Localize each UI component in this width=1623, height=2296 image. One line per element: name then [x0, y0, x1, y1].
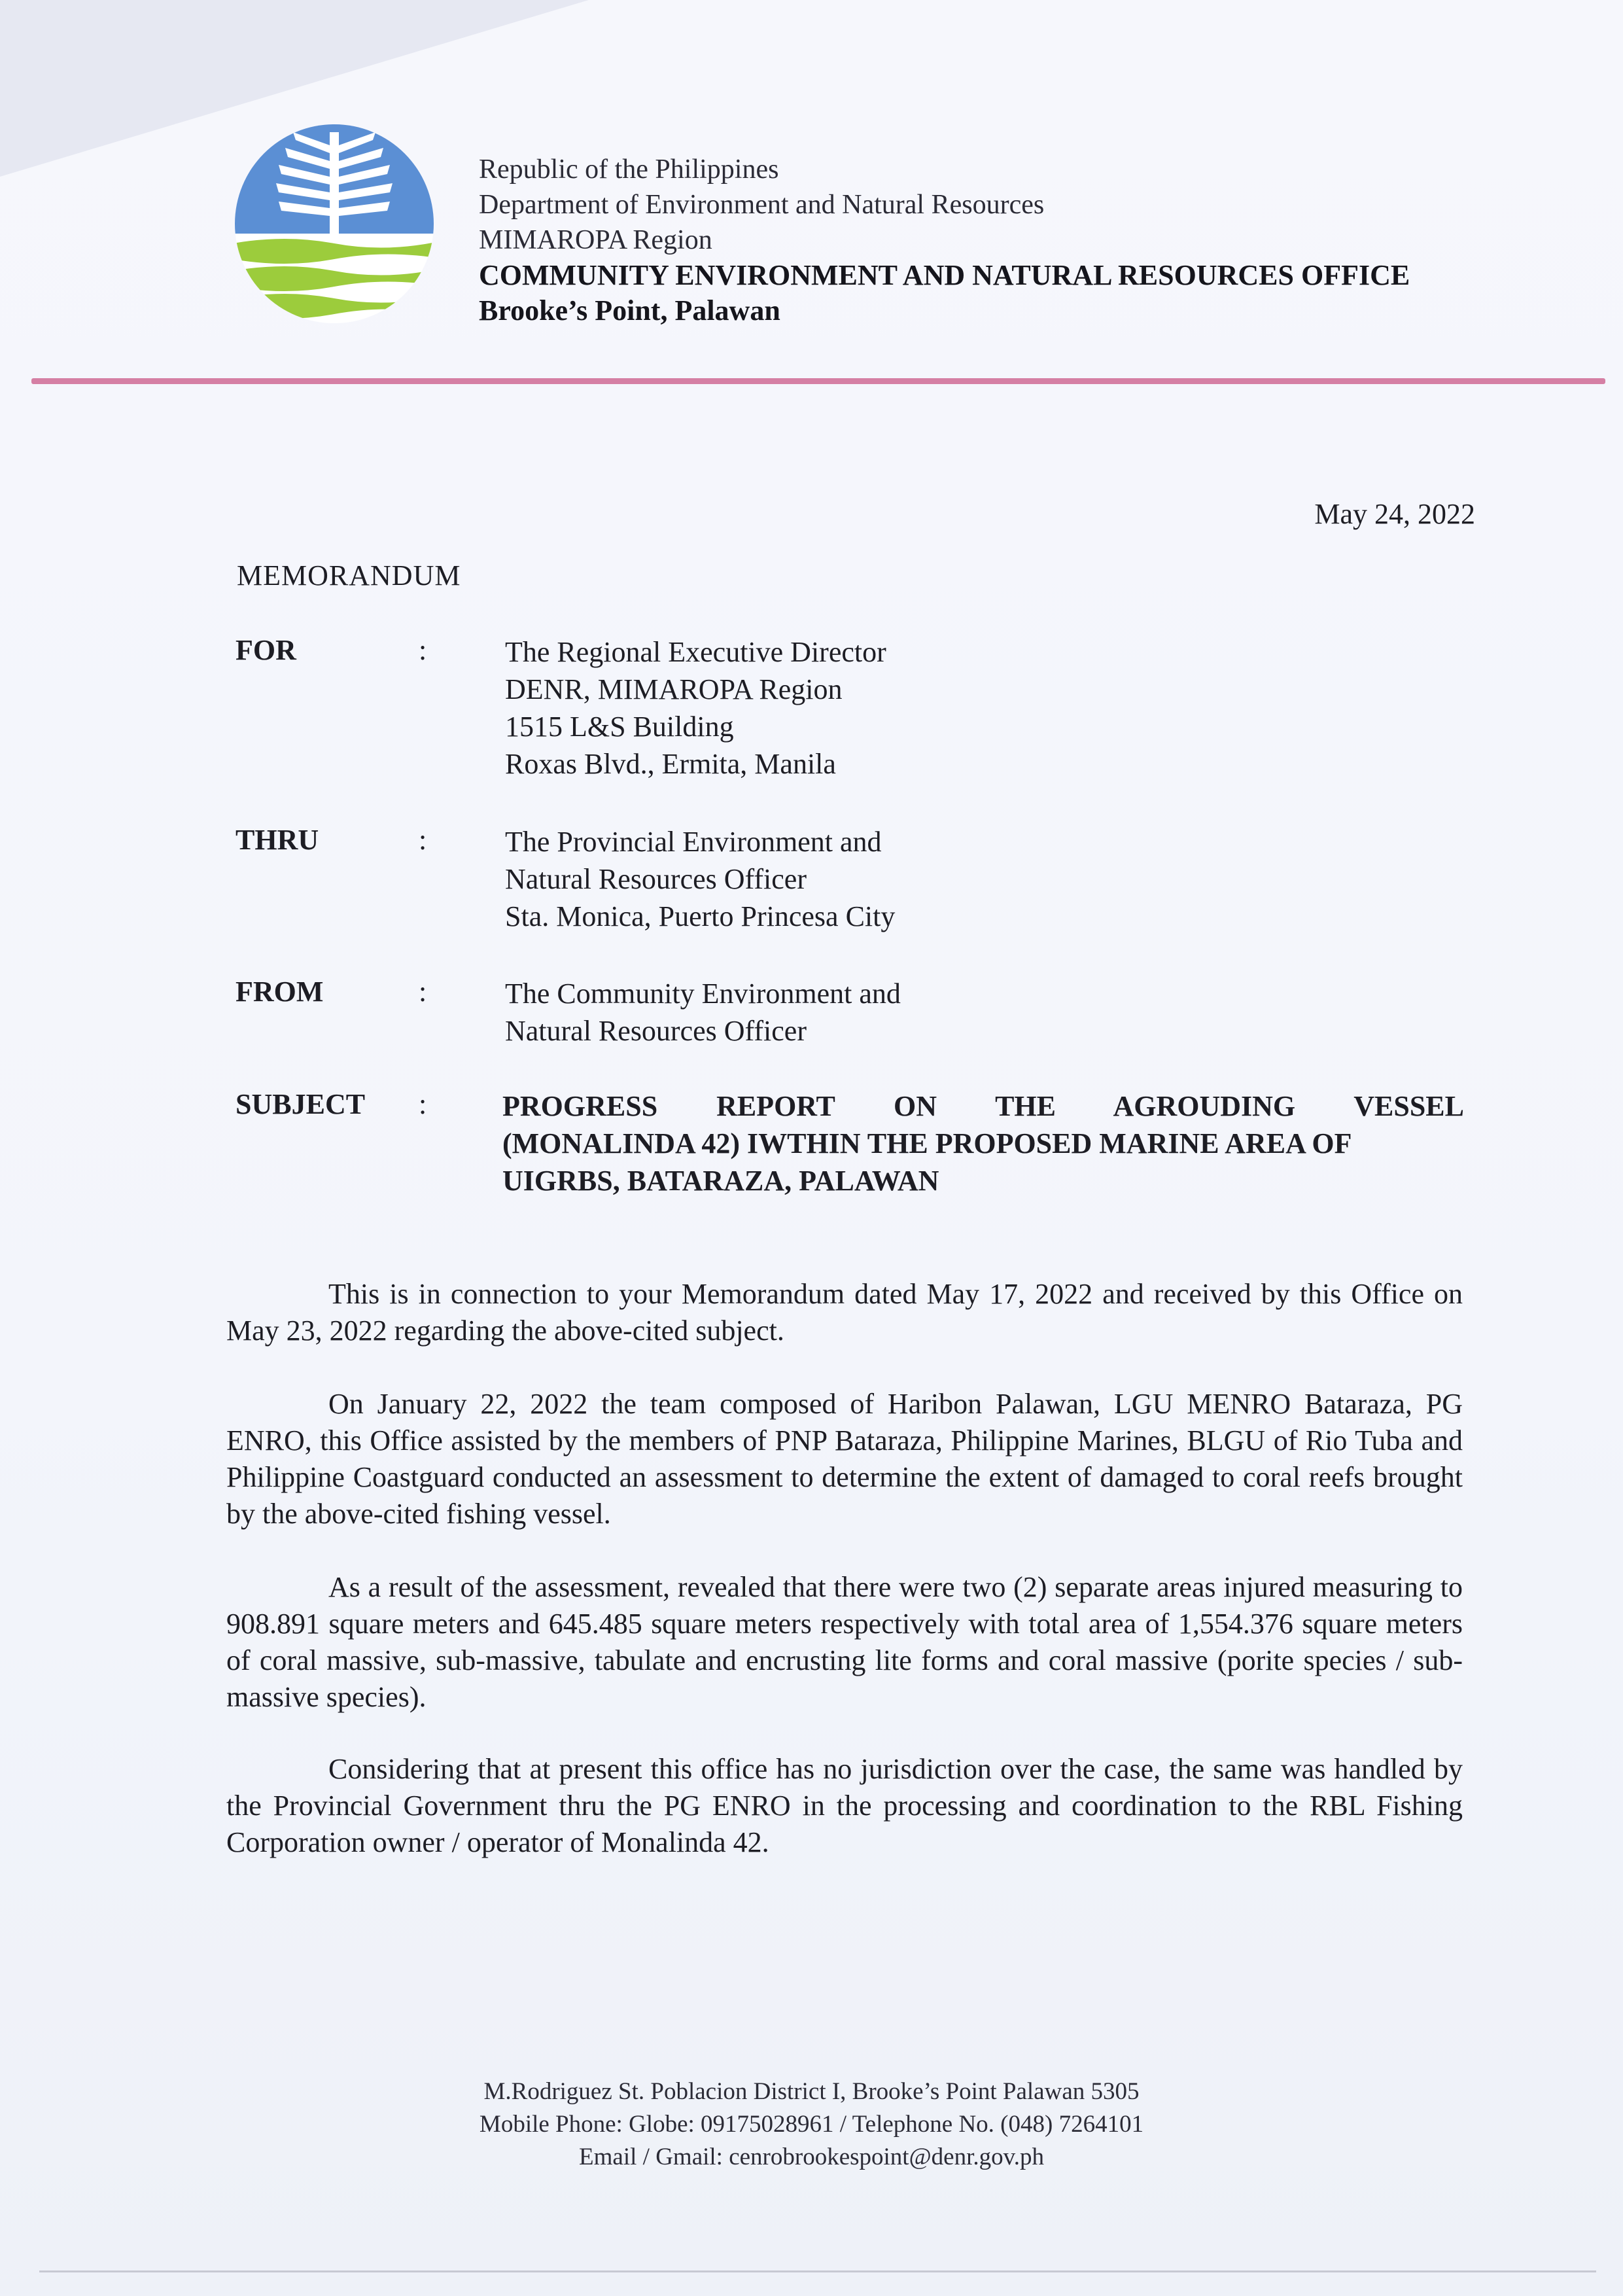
footer-phone: Mobile Phone: Globe: 09175028961 / Telephone No. (048) 7264101: [479, 2111, 1144, 2138]
memo-title: MEMORANDUM: [237, 559, 461, 592]
body-paragraph-1: [226, 1276, 1463, 1349]
from-value: [505, 975, 901, 1050]
thru-line: Sta. Monica, Puerto Princesa City: [505, 900, 896, 932]
location-line: Brooke’s Point, Palawan: [479, 294, 780, 327]
from-label: FROM: [236, 976, 324, 1008]
paper-edge: [39, 2270, 1596, 2272]
from-colon: :: [419, 976, 427, 1008]
subject-value: [502, 1087, 1464, 1199]
for-line: The Regional Executive Director: [505, 636, 886, 668]
header-rule: [31, 378, 1605, 384]
for-line: DENR, MIMAROPA Region: [505, 673, 843, 705]
paragraph-text: This is in connection to your Memorandum dated May 17, 2022 and received by this Office on May 23, 2022 regarding the above-cited subject.: [226, 1278, 1463, 1347]
for-label: FOR: [236, 634, 296, 666]
department-line: Department of Environment and Natural Resources: [479, 190, 1045, 220]
office-line: COMMUNITY ENVIRONMENT AND NATURAL RESOURCES OFFICE: [479, 259, 1410, 291]
body-paragraph-2: [226, 1386, 1463, 1532]
for-colon: :: [419, 634, 427, 666]
thru-line: Natural Resources Officer: [505, 863, 807, 895]
paragraph-text: Considering that at present this office has no jurisdiction over the case, the same was handled by the Provincial Government thru the PG ENRO in the processing and coordination to the RBL Fishing Corporation owner / operator of Monalinda 42.: [226, 1753, 1463, 1858]
footer-email: Email / Gmail: cenrobrookespoint@denr.gov.ph: [579, 2144, 1044, 2170]
for-value: [505, 633, 886, 783]
footer-address: M.Rodriguez St. Poblacion District I, Brooke’s Point Palawan 5305: [483, 2078, 1140, 2105]
paragraph-text: As a result of the assessment, revealed that there were two (2) separate areas injured measuring to 908.891 square meters and 645.485 square meters respectively with total area of 1,554.376 square meters of coral massive, sub-massive, tabulate and encrusting lite forms and coral massive (porite species / sub-massive species).: [226, 1571, 1463, 1713]
thru-colon: :: [419, 824, 427, 856]
region-line: MIMAROPA Region: [479, 225, 712, 255]
subject-line: UIGRBS, BATARAZA, PALAWAN: [502, 1165, 939, 1197]
for-line: Roxas Blvd., Ermita, Manila: [505, 748, 836, 780]
thru-label: THRU: [236, 824, 319, 856]
footer: [0, 2075, 1623, 2174]
thru-line: The Provincial Environment and: [505, 826, 882, 858]
denr-logo-icon: [233, 119, 436, 328]
from-line: Natural Resources Officer: [505, 1015, 807, 1047]
letterhead: [479, 152, 1410, 328]
thru-value: [505, 823, 895, 935]
subject-line: PROGRESS REPORT ON THE AGROUDING VESSEL: [502, 1090, 1464, 1122]
for-line: 1515 L&S Building: [505, 711, 734, 743]
subject-line: (MONALINDA 42) IWTHIN THE PROPOSED MARINE AREA OF: [502, 1127, 1352, 1159]
subject-label: SUBJECT: [236, 1088, 366, 1120]
memo-date: May 24, 2022: [1314, 498, 1475, 530]
republic-line: Republic of the Philippines: [479, 154, 779, 185]
paragraph-text: On January 22, 2022 the team composed of Haribon Palawan, LGU MENRO Bataraza, PG ENRO, this Office assisted by the members of PNP Bataraza, Philippine Marines, BLGU of Rio Tuba and Philippine Coastguard conducted an assessment to determine the extent of damaged to coral reefs brought by the above-cited fishing vessel.: [226, 1388, 1463, 1530]
body-paragraph-3: [226, 1569, 1463, 1716]
subject-colon: :: [419, 1088, 427, 1120]
from-line: The Community Environment and: [505, 978, 901, 1010]
body-paragraph-4: [226, 1751, 1463, 1861]
